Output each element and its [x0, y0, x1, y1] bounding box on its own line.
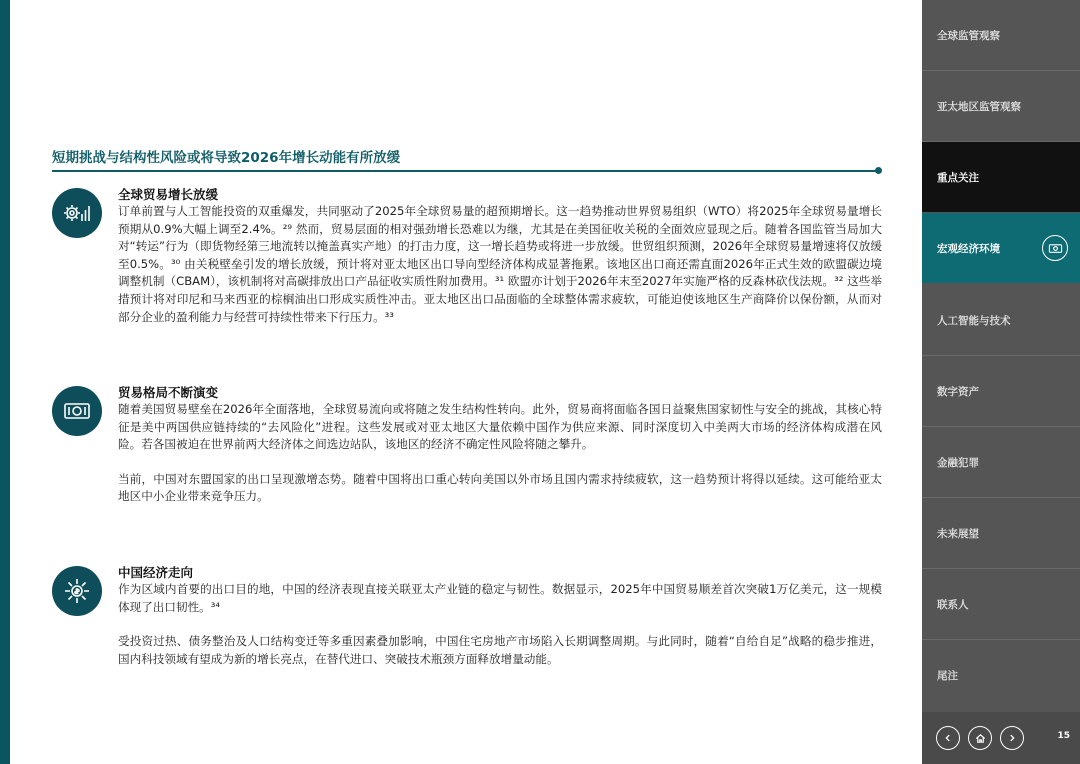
- block-heading: 贸易格局不断演变: [118, 385, 219, 400]
- sidebar-item-label: 宏观经济环境: [937, 242, 1000, 255]
- sidebar-item-label: 重点关注: [937, 171, 979, 184]
- previous-page-button[interactable]: [936, 726, 960, 750]
- sidebar-item-label: 联系人: [937, 598, 969, 611]
- title-rule: [52, 170, 878, 172]
- block-body: [118, 384, 882, 506]
- sidebar-item-ai-tech[interactable]: [922, 285, 1080, 355]
- paragraph: 随着美国贸易壁垒在2026年全面落地，全球贸易流向或将随之发生结构性转向。此外，贸易商将面临各国日益聚焦国家韧性与安全的挑战，其核心特征是美中两国供应链持续的“去风险化”进程。这些发展或对亚太地区大量依赖中国作为供应来源、同时深度切入中美两大市场的经济体构成潜在风险。若各国被迫在世界前两大经济体之间选边站队，该地区的经济不确定性风险将随之攀升。: [118, 402, 882, 452]
- banknote-icon: [1042, 235, 1068, 261]
- paragraph: 订单前置与人工智能投资的双重爆发，共同驱动了2025年全球贸易量的超预期增长。这一趋势推动世界贸易组织（WTO）将2025年全球贸易量增长预期从0.9%大幅上调至2.4%。²⁹ 然而，贸易层面的相对强劲增长恐难以为继，尤其是在美国征收关税的全面效应显现之后。随着各国监管当局加大对“转运”行为（即货物经第三地流转以掩盖真实产地）的打击力度，这一增长趋势或将进一步放缓。世贸组织预测，2026年全球贸易量增速将仅放缓至0.5%。³⁰ 由关税壁垒引发的增长放缓，预计将对亚太地区出口导向型经济体构成显著拖累。该地区出口商还需直面2026年正式生效的欧盟碳边境调整机制（CBAM），该机制将对高碳排放出口产品征收实质性附加费用。³¹ 欧盟亦计划于2026年末至2027年实施严格的反森林砍伐法规。³² 这些举措预计将对印尼和马来西亚的棕榈油出口形成实质性冲击。亚太地区出口品面临的全球整体需求疲软，可能迫使该地区生产商降价以保份额，从而对部分企业的盈利能力与经营可持续性带来下行压力。³³: [118, 204, 882, 324]
- main-content: [52, 0, 882, 764]
- sidebar-item-global-regulatory[interactable]: [922, 0, 1080, 70]
- sidebar-item-endnotes[interactable]: [922, 640, 1080, 710]
- dollar-network-icon: [52, 566, 102, 616]
- sidebar-item-label: 全球监管观察: [937, 29, 1000, 42]
- paragraph: 当前，中国对东盟国家的出口呈现激增态势。随着中国将出口重心转向美国以外市场且国内需求持续疲软，这一趋势预计将得以延续。这可能给亚太地区中小企业带来竞争压力。: [118, 471, 882, 504]
- banknote-icon: [52, 386, 102, 436]
- block-heading: 全球贸易增长放缓: [118, 187, 219, 202]
- gear-chart-icon: [52, 188, 102, 238]
- left-accent-bar: [0, 0, 10, 764]
- title-rule-dot: [875, 167, 882, 174]
- sidebar-item-label: 尾注: [937, 669, 958, 682]
- sidebar-item-label: 数字资产: [937, 385, 979, 398]
- block-body: [118, 186, 882, 326]
- sidebar-footer: [922, 712, 1080, 764]
- paragraph: 受投资过热、债务整治及人口结构变迁等多重因素叠加影响，中国住宅房地产市场陷入长期调整周期。与此同时，随着“自给自足”战略的稳步推进，国内科技领域有望成为新的增长亮点，在替代进口、突破技术瓶颈方面释放增量动能。: [118, 634, 882, 666]
- sidebar-item-label: 人工智能与技术: [937, 314, 1011, 327]
- sidebar-item-financial-crime[interactable]: [922, 427, 1080, 497]
- sidebar-item-apac-regulatory[interactable]: [922, 71, 1080, 141]
- home-button[interactable]: [968, 726, 992, 750]
- sidebar-item-macro-environment[interactable]: [922, 213, 1080, 283]
- sidebar-item-outlook[interactable]: [922, 498, 1080, 568]
- block-heading: 中国经济走向: [118, 565, 194, 580]
- sidebar-item-label: 未来展望: [937, 527, 979, 540]
- sidebar-nav: [922, 0, 1080, 764]
- sidebar-item-label: 亚太地区监管观察: [937, 100, 1021, 113]
- sidebar-item-label: 金融犯罪: [937, 456, 979, 469]
- page-number: 15: [1057, 731, 1070, 741]
- sidebar-item-contacts[interactable]: [922, 569, 1080, 639]
- chevron-left-icon: [943, 733, 953, 743]
- home-icon: [975, 733, 986, 744]
- paragraph: 作为区域内首要的出口目的地，中国的经济表现直接关联亚太产业链的稳定与韧性。数据显示，2025年中国贸易顺差首次突破1万亿美元，这一规模体现了出口韧性。³⁴: [118, 582, 882, 614]
- section-title: 短期挑战与结构性风险或将导致2026年增长动能有所放缓: [52, 150, 401, 166]
- next-page-button[interactable]: [1000, 726, 1024, 750]
- sidebar-item-key-focus[interactable]: [922, 142, 1080, 212]
- sidebar-item-digital-assets[interactable]: [922, 356, 1080, 426]
- block-body: [118, 564, 882, 668]
- chevron-right-icon: [1007, 733, 1017, 743]
